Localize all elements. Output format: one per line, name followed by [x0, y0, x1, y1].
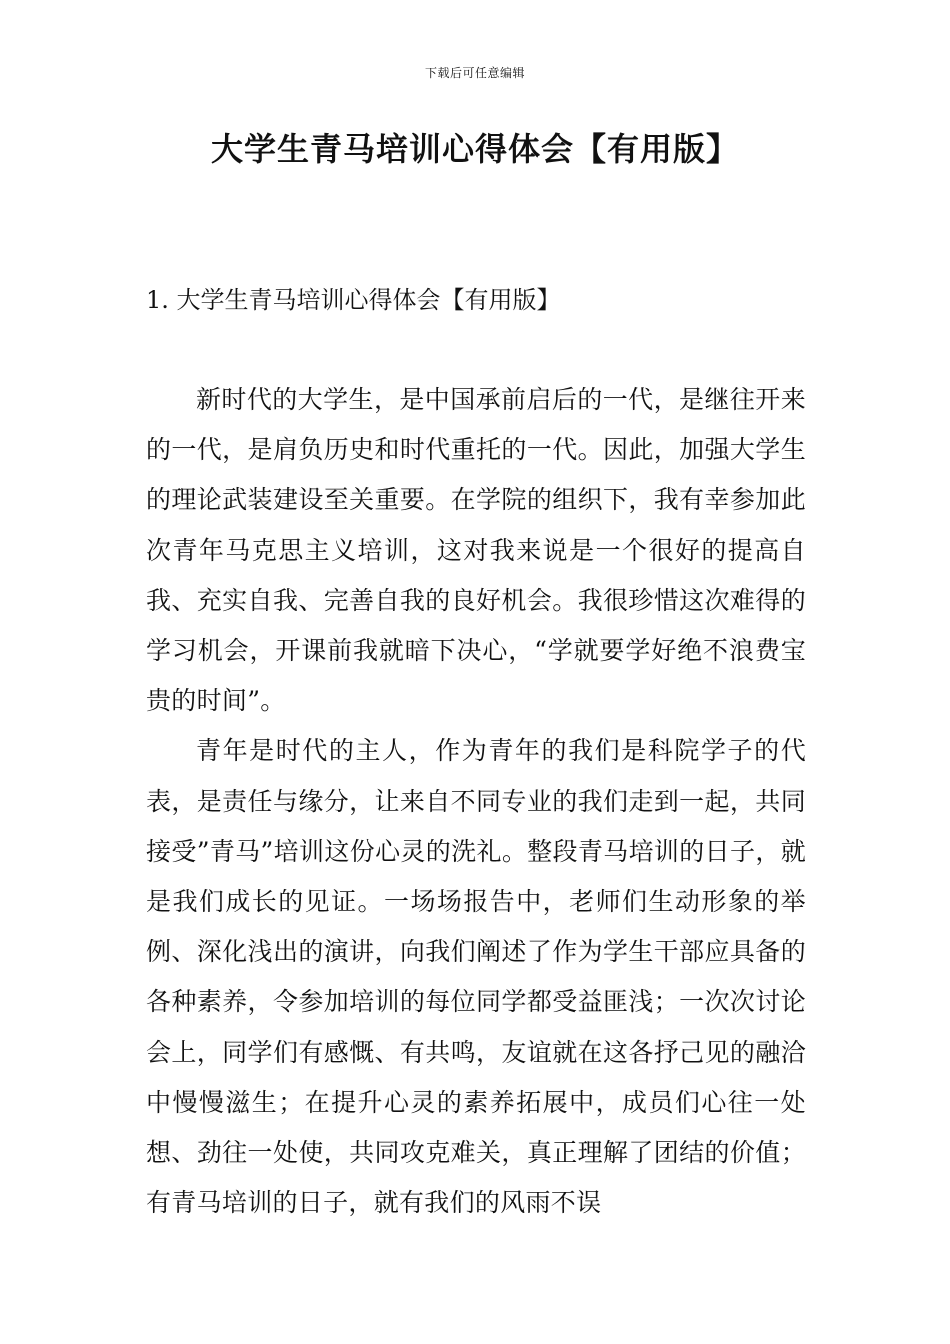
paragraph: 青年是时代的主人，作为青年的我们是科院学子的代表，是责任与缘分，让来自不同专业的我们走到一起，共同接受”青马”培训这份心灵的洗礼。整段青马培训的日子，就是我们成长的见证。一场场报告中，老师们生动形象的举例、深化浅出的演讲，向我们阐述了作为学生干部应具备的各种素养，令参加培训的每位同学都受益匪浅；一次次讨论会上，同学们有感慨、有共鸣，友谊就在这各抒己见的融洽中慢慢滋生；在提升心灵的素养拓展中，成员们心往一处想、劲往一处使，共同攻克难关，真正理解了团结的价值；有青马培训的日子，就有我们的风雨不误: [146, 736, 806, 1218]
document-body: [146, 375, 806, 1228]
header-note: 下载后可任意编辑: [424, 66, 525, 80]
paragraph: 新时代的大学生，是中国承前启后的一代，是继往开来的一代，是肩负历史和时代重托的一代。因此，加强大学生的理论武装建设至关重要。在学院的组织下，我有幸参加此次青年马克思主义培训，这对我来说是一个很好的提高自我、充实自我、完善自我的良好机会。我很珍惜这次难得的学习机会，开课前我就暗下决心，“学就要学好绝不浪费宝贵的时间”。: [146, 385, 806, 716]
document-title: 大学生青马培训心得体会【有用版】: [210, 130, 739, 168]
section-heading: 1. 大学生青马培训心得体会【有用版】: [146, 286, 561, 314]
